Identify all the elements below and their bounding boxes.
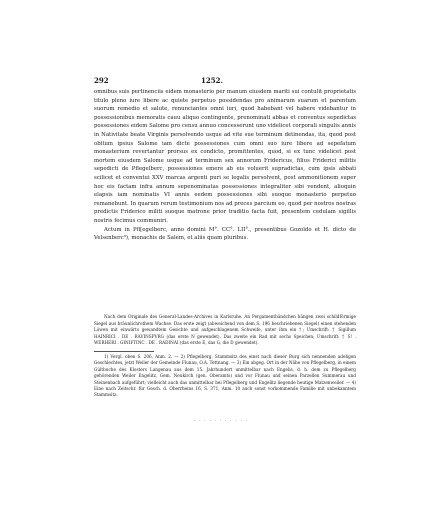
footnote-block: 1) Vergl. oben S. 206, Anm. 2. — 2) Pflegelberg, Stammsitz des einst nach dieser Burg sich nennenden adeligen Geschlechtes, jetzt Weiler der Gemeinde Flunau, O.A. Tettnang. — 3) Ein abgeg. Ort in der Nähe von Pflegelberg, in einem Gültbuche des Klosters Langenau aus dem 15. Jahrhundert unmittelbar nach Engelis, d. h. dem zu Pflegelberg gehörenden Weiler Engelitz, Gem. Neukirch (gen. Oberamts) und vor Flunau und seinen Parzellen Summerau und Steinenbach aufgeführt; vielleicht auch das unmittelbar bei Pflegelberg und Engelitz liegende heutige Matzenweiler. — 4) Eine nach Zeitschr. für Gesch. d. Oberrheins 16, S. 371, Anm. 10 auch sonst vorkommende Familie mit unbekanntem Stammsitz.	[94, 354, 356, 398]
running-year: 1252.	[201, 76, 223, 85]
provenance-note: Nach dem Originale des General-Landes-Archives in Karlsruhe. An Pergamentbändchen hängen zwei schildförmige Siegel aus bräunlichrothem Wachse. Das erste zeigt (abweichend von dem S. 196 beschriebenen Siegel) einen stehenden Löwen mit einwärts gewandtem Gesichte und aufgeschlagenem Schweife, unter ihm ein †; Umschrift: † Sigillum HAINRICI . DE . RAVINSPVRG (das erste N gewendet). Das zweite ein Rad mit sechs Speichen; Umschrift: † S! . WERHERI . GINIFTINC . DE . RADINAI (das erste E, das G, die D gewendet).	[94, 314, 356, 346]
page-number: 292	[94, 76, 109, 85]
page-header	[0, 76, 439, 88]
charter-dating-clause: Actum in Pfl[egelberc, anno domini M°. CC°. LII°., presentibus Gozoldo et H. dicto de Velsenberc³), monachis de Salem, et aliis quam pluribus.	[94, 226, 356, 242]
charter-paragraph: omnibus suis pertinenciis eidem monasterio per manum eiusdem mariti sui contulit proprietatis titulo pleno iure libere ac quiete perpetuo possidendas pro animarum suarum et parentum suorum remedio et salute, renunciantes omni iuri, quod habebant vel habere videbantur in possessionibus memoratis cauu aliquo contingente, prenominati abbas et conventus sepedictas possessiones eidem Salome pro censu annuo concesserunt uno videlicet corporali singulis annis in Nativitate beate Virginis persolvendo usque ad vite sue terminum detinendas, ita, quod post obitum ipsius Salome iam dicte possessiones cum omni suo iure libere ad sepefatum monasterium revertantur prorsus ex condicto, promittentes, quod, si ex tunc videlicet post mortem eiusdem Salome usque ad terminum sex annorum Fridericus, filius Friderici militis sepedicti de Pflegelberc, possessiones emere ab eis voluerit supradictas, cum ipsis abbati scilicet et conventui XXV marcas argenti puri se legalis persolvent, post ammonitionem super hoc eis factam infra annum sepenominatas possessiones integraliter sibi vendent, alioquin elapsis iam nominatis VI annis eedem possessiones sibi suoque monasterio perpetuo remanebunt. In quarum rerum testimonium nos ad preces parcium eo, quod per nostros nostras predictis Friderico militi suoque matrone prior traditio facta fuit, presentem cedulam sigillis nostris fecimus communiri.	[94, 89, 356, 224]
section-separator: . . . . . . . . . . .	[193, 417, 249, 423]
footnote-rule	[94, 351, 154, 352]
footnotes	[94, 354, 356, 399]
charter-text	[94, 88, 356, 243]
